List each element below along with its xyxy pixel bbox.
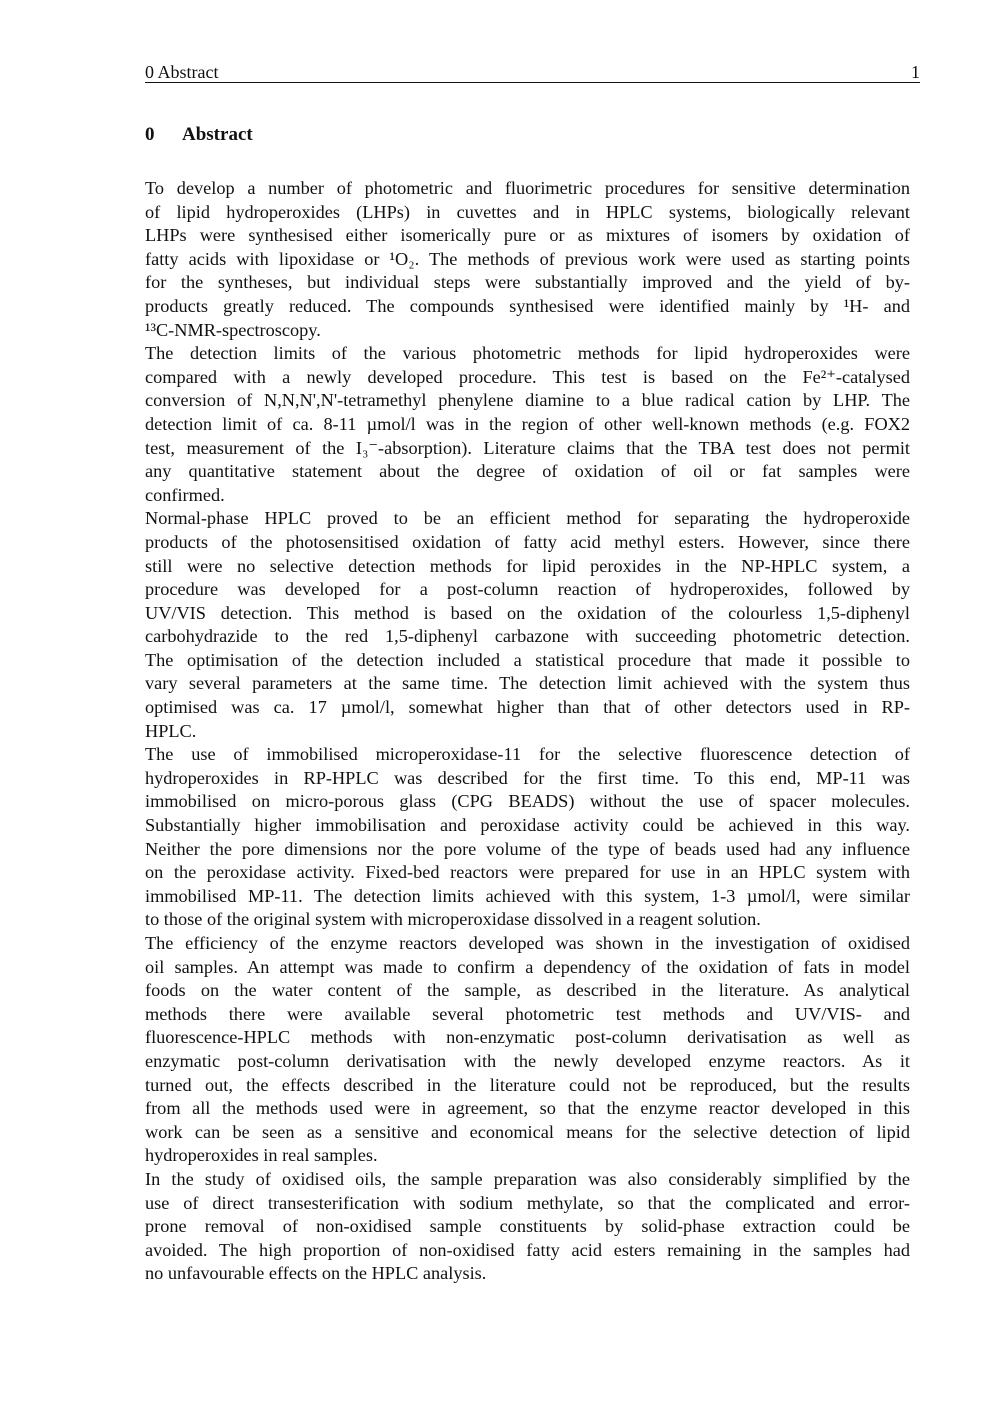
text-line: hydroperoxides in RP-HPLC was described for the first time. To this end, MP-11 was [145,767,910,788]
text-line: optimised was ca. 17 µmol/l, somewhat higher than that of other detectors used in RP- [145,697,910,718]
text-line: test, measurement of the I₃⁻-absorption). Literature claims that the TBA test does not permit [145,437,910,458]
text-line: The use of immobilised microperoxidase-11 for the selective fluorescence detection of [145,744,910,765]
text-line: HPLC. [145,720,197,741]
section-title: Abstract [182,124,253,145]
text-line: on the peroxidase activity. Fixed-bed reactors were prepared for use in an HPLC system with [145,862,910,883]
text-line: conversion of N,N,N',N'-tetramethyl phenylene diamine to a blue radical cation by LHP. The [145,390,910,411]
text-line: procedure was developed for a post-column reaction of hydroperoxides, followed by [145,579,910,600]
text-line: methods there were available several photometric test methods and UV/VIS- and [145,1003,910,1024]
text-line: no unfavourable effects on the HPLC analysis. [145,1263,487,1284]
text-line: Neither the pore dimensions nor the pore volume of the type of beads used had any influence [145,838,910,859]
text-line: turned out, the effects described in the literature could not be reproduced, but the results [145,1074,910,1095]
text-line: to those of the original system with microperoxidase dissolved in a reagent solution. [145,909,761,930]
text-line: hydroperoxides in real samples. [145,1145,378,1166]
text-line: confirmed. [145,484,225,505]
text-line: foods on the water content of the sample, as described in the literature. As analytical [145,980,910,1001]
text-line: oil samples. An attempt was made to confirm a dependency of the oxidation of fats in model [145,956,910,977]
paragraph [145,177,910,342]
text-line: vary several parameters at the same time. The detection limit achieved with the system thus [145,673,910,694]
text-line: LHPs were synthesised either isomerically pure or as mixtures of isomers by oxidation of [145,225,910,246]
text-line: detection limit of ca. 8-11 µmol/l was in the region of other well-known methods (e.g. FOX2 [145,413,910,434]
text-line: still were no selective detection methods for lipid peroxides in the NP-HPLC system, a [145,555,910,576]
text-line: any quantitative statement about the degree of oxidation of oil or fat samples were [145,461,910,482]
running-header [145,62,920,83]
text-line: avoided. The high proportion of non-oxidised fatty acid esters remaining in the samples had [145,1239,910,1260]
text-line: Substantially higher immobilisation and peroxidase activity could be achieved in this way. [145,815,910,836]
text-line: prone removal of non-oxidised sample constituents by solid-phase extraction could be [145,1216,910,1237]
text-line: enzymatic post-column derivatisation with the newly developed enzyme reactors. As it [145,1050,910,1071]
text-line: In the study of oxidised oils, the sample preparation was also considerably simplified by the [145,1168,910,1189]
paragraph [145,932,910,1168]
text-line: from all the methods used were in agreement, so that the enzyme reactor developed in this [145,1098,910,1119]
text-line: The detection limits of the various photometric methods for lipid hydroperoxides were [145,343,910,364]
text-line: work can be seen as a sensitive and economical means for the selective detection of lipid [145,1121,910,1142]
text-line: products of the photosensitised oxidation of fatty acid methyl esters. However, since there [145,531,910,552]
text-line: Normal-phase HPLC proved to be an efficient method for separating the hydroperoxide [145,508,910,529]
text-line: immobilised MP-11. The detection limits achieved with this system, 1-3 µmol/l, were similar [145,885,910,906]
text-line: fatty acids with lipoxidase or ¹O₂. The methods of previous work were used as starting points [145,248,910,269]
text-line: carbohydrazide to the red 1,5-diphenyl carbazone with succeeding photometric detection. [145,626,910,647]
running-header-title: 0 Abstract [145,62,219,82]
section-heading [145,124,253,146]
section-number: 0 [145,124,155,145]
paragraph [145,743,910,932]
page-number: 1 [911,62,920,82]
text-line: The optimisation of the detection included a statistical procedure that made it possible to [145,649,910,670]
text-line: UV/VIS detection. This method is based on the oxidation of the colourless 1,5-diphenyl [145,602,910,623]
paragraph [145,507,910,743]
text-line: products greatly reduced. The compounds synthesised were identified mainly by ¹H- and [145,295,910,316]
text-line: use of direct transesterification with sodium methylate, so that the complicated and error- [145,1192,910,1213]
paragraph [145,1168,910,1286]
text-line: To develop a number of photometric and fluorimetric procedures for sensitive determination [145,178,910,198]
text-line: The efficiency of the enzyme reactors developed was shown in the investigation of oxidised [145,933,910,953]
paragraph [145,342,910,507]
text-line: of lipid hydroperoxides (LHPs) in cuvettes and in HPLC systems, biologically relevant [145,201,910,222]
abstract-body [145,177,910,1286]
text-line: immobilised on micro-porous glass (CPG BEADS) without the use of spacer molecules. [145,791,910,812]
text-line: for the syntheses, but individual steps were substantially improved and the yield of by- [145,272,910,293]
text-line: fluorescence-HPLC methods with non-enzymatic post-column derivatisation as well as [145,1027,910,1048]
text-line: ¹³C-NMR-spectroscopy. [145,319,321,340]
text-line: compared with a newly developed procedure. This test is based on the Fe²⁺-catalysed [145,366,910,387]
